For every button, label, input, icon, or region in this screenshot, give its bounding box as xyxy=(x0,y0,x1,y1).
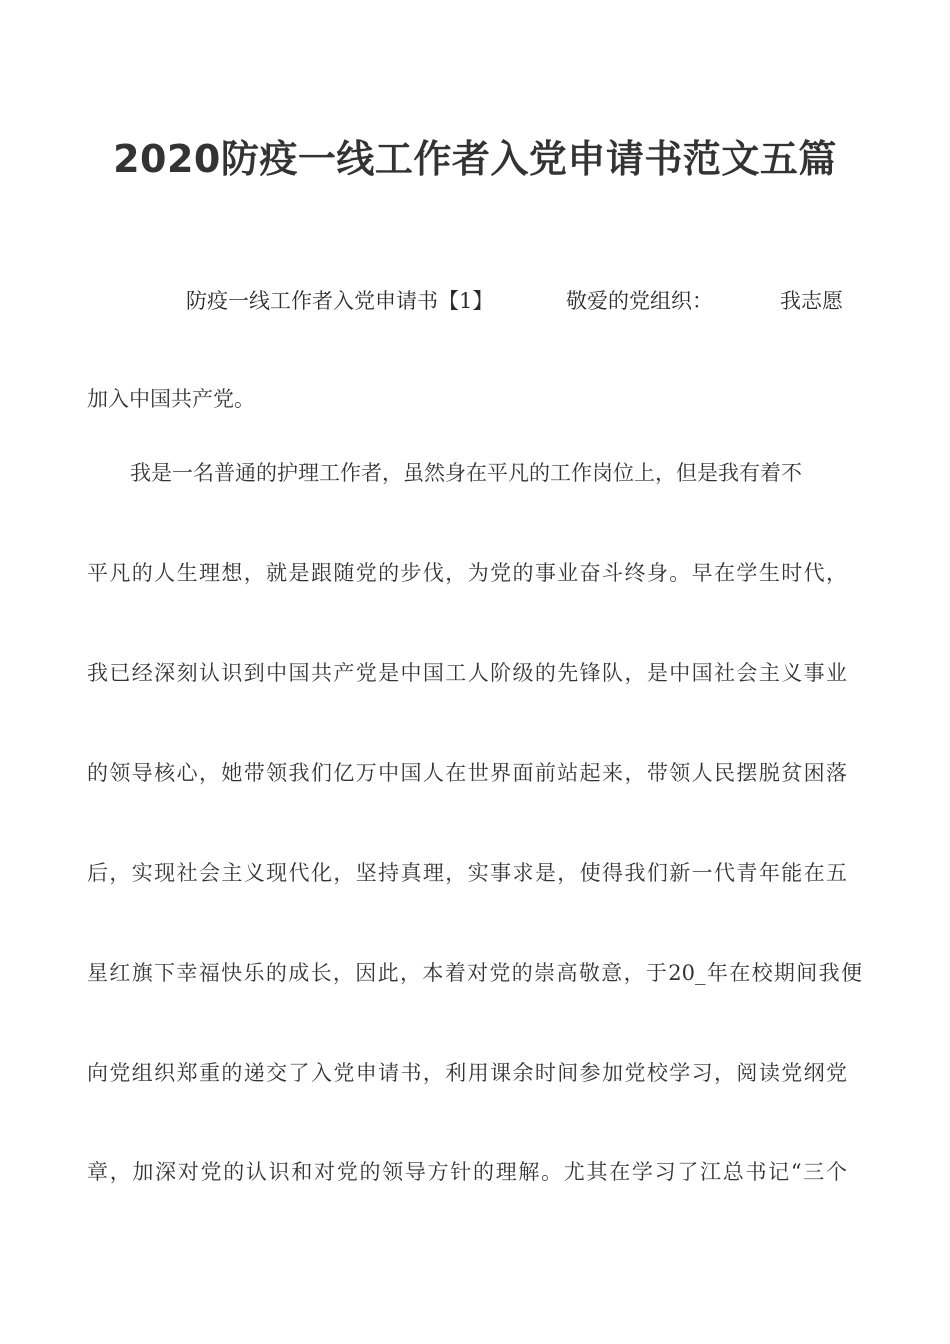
body-line: 我已经深刻认识到中国共产党是中国工人阶级的先锋队，是中国社会主义事业 xyxy=(87,661,847,685)
opening-text: 我志愿 xyxy=(780,289,843,313)
section-heading: 防疫一线工作者入党申请书【1】 xyxy=(186,289,494,313)
body-line: 的领导核心，她带领我们亿万中国人在世界面前站起来，带领人民摆脱贫困落 xyxy=(87,761,847,785)
document-title: 2020防疫一线工作者入党申请书范文五篇 xyxy=(113,137,837,181)
salutation: 敬爱的党组织： xyxy=(566,289,713,313)
body-line: 平凡的人生理想，就是跟随党的步伐，为党的事业奋斗终身。早在学生时代， xyxy=(87,561,847,585)
body-line: 章，加深对党的认识和对党的领导方针的理解。尤其在学习了江总书记“三个 xyxy=(87,1160,847,1184)
body-line: 加入中国共产党。 xyxy=(87,387,255,411)
body-line: 星红旗下幸福快乐的成长，因此，本着对党的崇高敬意，于20_年在校期间我便 xyxy=(87,961,862,985)
body-line: 我是一名普通的护理工作者，虽然身在平凡的工作岗位上，但是我有着不 xyxy=(130,461,802,485)
section-heading-line xyxy=(186,287,850,315)
body-line: 向党组织郑重的递交了入党申请书，利用课余时间参加党校学习，阅读党纲党 xyxy=(87,1061,847,1085)
body-line: 后，实现社会主义现代化，坚持真理，实事求是，使得我们新一代青年能在五 xyxy=(87,861,847,885)
